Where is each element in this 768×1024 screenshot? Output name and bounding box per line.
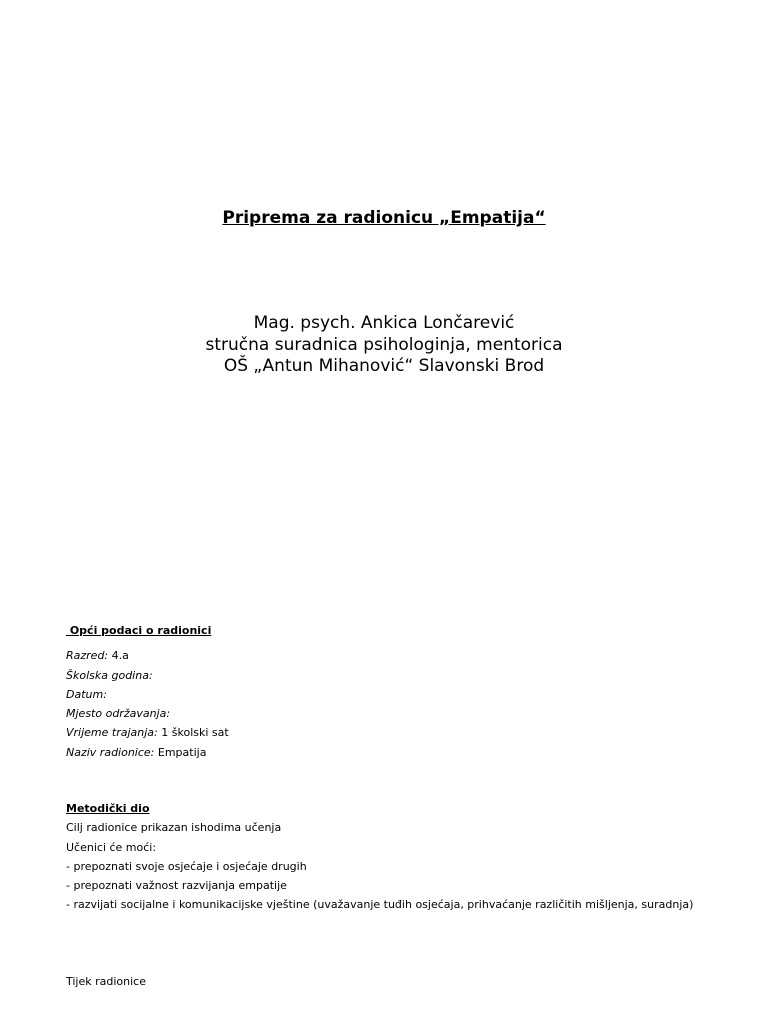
field-value: 1 školski sat: [157, 726, 229, 740]
author-role: stručna suradnica psihologinja, mentorica: [205, 334, 563, 355]
field-label: Razred:: [66, 649, 109, 663]
author-name: Mag. psych. Ankica Lončarević: [253, 313, 515, 333]
flow-section: [66, 972, 746, 991]
outcome-item: - razvijati socijalne i komunikacijske vještine (uvažavanje tuđih osjećaja, prihvaćanje različitih mišljenja, suradnja): [66, 898, 694, 912]
field-label: Školska godina:: [66, 668, 153, 682]
methodical-line: Učenici će moći:: [66, 840, 157, 854]
field-label: Datum:: [66, 687, 107, 701]
methodical-section: [66, 799, 746, 915]
outcome-item: - prepoznati važnost razvijanja empatije: [66, 879, 287, 893]
field-label: Mjesto održavanja:: [66, 707, 171, 721]
field-row-workshop-name: [66, 743, 746, 762]
field-value: 4.a: [108, 649, 129, 663]
field-row-duration: [66, 723, 746, 742]
document-title: Priprema za radionicu „Empatija“: [222, 208, 546, 228]
author-school: OŠ „Antun Mihanović“ Slavonski Brod: [223, 356, 545, 376]
general-info-section: [66, 621, 746, 762]
outcome-item: - prepoznati svoje osjećaje i osjećaje drugih: [66, 859, 307, 873]
methodical-line: Cilj radionice prikazan ishodima učenja: [66, 821, 282, 835]
field-row-school-year: [66, 666, 746, 685]
general-info-heading: Opći podaci o radionici: [66, 624, 212, 637]
field-value: Empatija: [154, 745, 207, 759]
field-label: Naziv radionice:: [66, 745, 155, 759]
field-row-date: [66, 685, 746, 704]
methodical-heading: Metodički dio: [66, 802, 150, 815]
author-block: [0, 313, 768, 378]
field-label: Vrijeme trajanja:: [66, 726, 158, 740]
field-row-grade: [66, 646, 746, 665]
field-row-location: [66, 704, 746, 723]
flow-heading: Tijek radionice: [66, 975, 147, 988]
